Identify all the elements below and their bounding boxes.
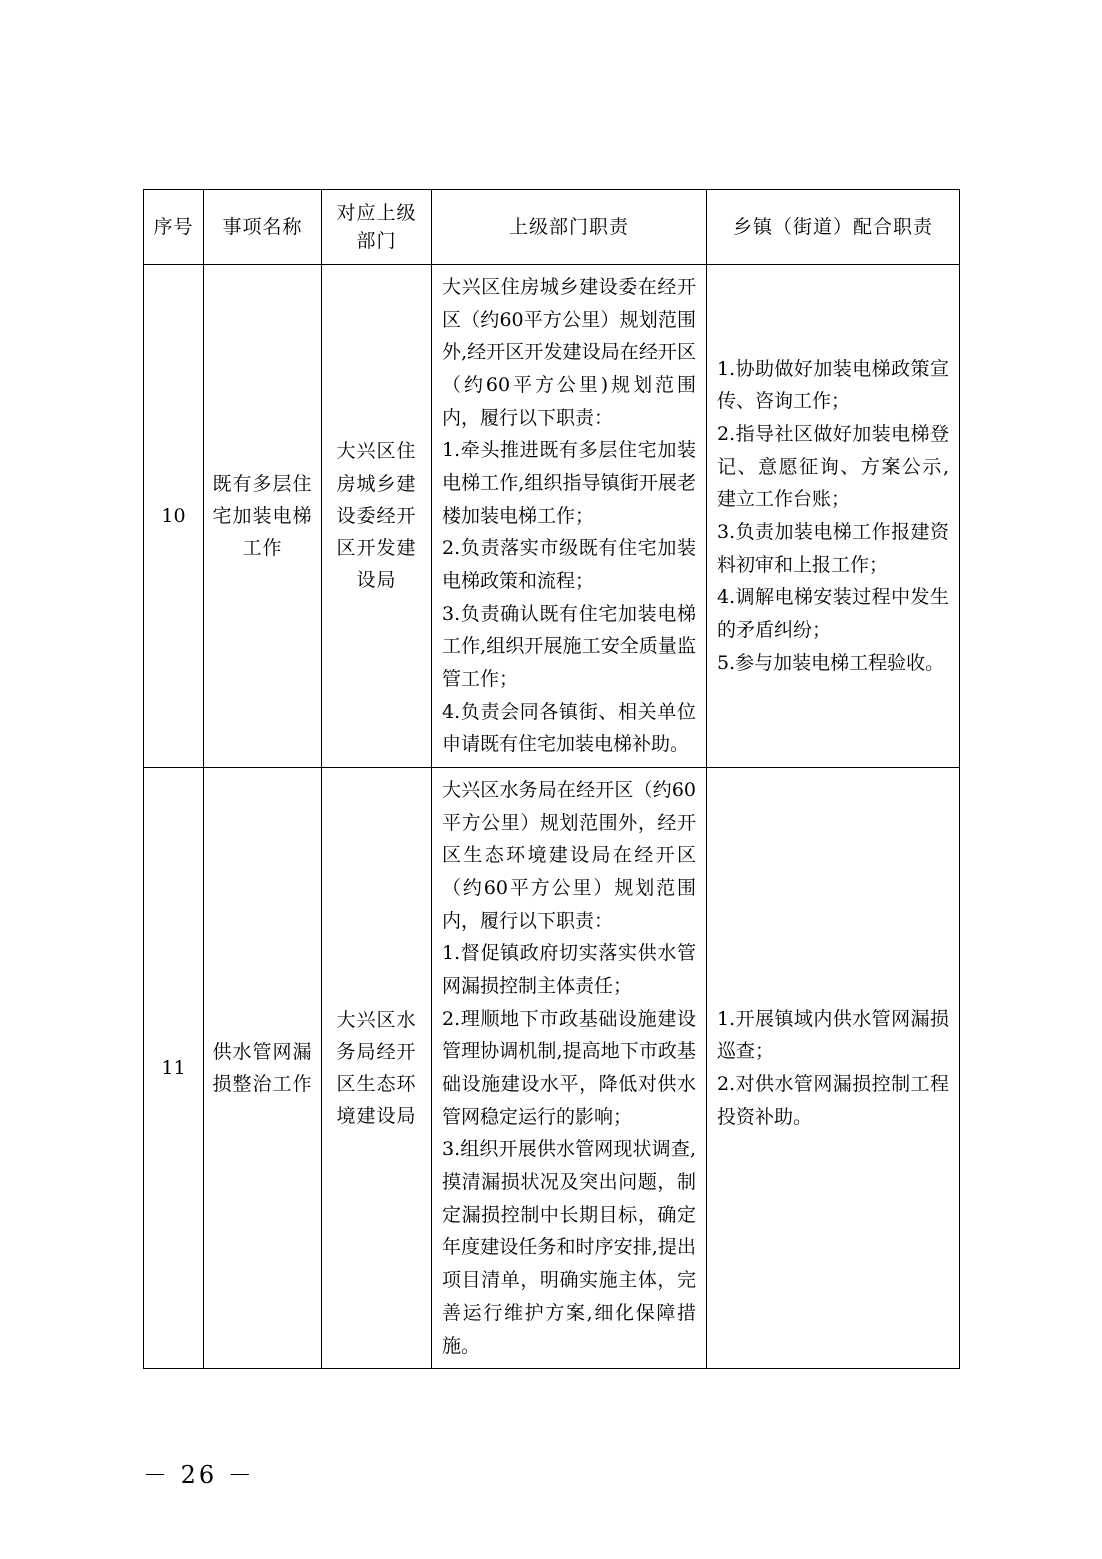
- coop-paragraph: 1.开展镇域内供水管网漏损巡查；: [717, 1007, 949, 1063]
- table-row: [144, 768, 960, 1369]
- coop-paragraph: 2.指导社区做好加装电梯登记、意愿征询、方案公示,建立工作台账；: [717, 423, 949, 511]
- coop-paragraph: 4.调解电梯安装过程中发生的矛盾纠纷；: [717, 586, 949, 642]
- row-township-coop-duty: [707, 265, 960, 768]
- duty-paragraph: 2.负责落实市级既有住宅加装电梯政策和流程；: [442, 537, 696, 593]
- table-row: [144, 265, 960, 768]
- page-number: － 26 －: [143, 1461, 255, 1489]
- header-seq: 序号: [144, 190, 204, 265]
- duty-paragraph: 大兴区水务局在经开区（约60平方公里）规划范围外，经开区生态环境建设局在经开区（约60平方公里）规划范围内，履行以下职责：: [442, 779, 696, 932]
- row-upper-dept-duty: [432, 768, 707, 1369]
- row-item-name: 供水管网漏损整治工作: [204, 768, 322, 1369]
- row-seq: 10: [144, 265, 204, 768]
- row-upper-dept: 大兴区水务局经开区生态环境建设局: [322, 768, 432, 1369]
- responsibility-table: [143, 189, 960, 1369]
- duty-paragraph: 1.督促镇政府切实落实供水管网漏损控制主体责任；: [442, 942, 696, 998]
- row-upper-dept: 大兴区住房城乡建设委经开区开发建设局: [322, 265, 432, 768]
- header-upper-dept: 对应上级部门: [322, 190, 432, 265]
- duty-paragraph: 4.负责会同各镇街、相关单位申请既有住宅加装电梯补助。: [442, 700, 696, 756]
- duty-paragraph: 大兴区住房城乡建设委在经开区（约60平方公里）规划范围外,经开区开发建设局在经开区（约60平方公里)规划范围内，履行以下职责：: [442, 276, 696, 429]
- row-upper-dept-duty: [432, 265, 707, 768]
- table-header-row: [144, 190, 960, 265]
- header-item-name: 事项名称: [204, 190, 322, 265]
- header-upper-dept-duty: 上级部门职责: [432, 190, 707, 265]
- duty-paragraph: 1.牵头推进既有多层住宅加装电梯工作,组织指导镇街开展老楼加装电梯工作；: [442, 439, 696, 527]
- duty-paragraph: 2.理顺地下市政基础设施建设管理协调机制,提高地下市政基础设施建设水平，降低对供水管网稳定运行的影响；: [442, 1007, 696, 1128]
- coop-paragraph: 1.协助做好加装电梯政策宣传、咨询工作；: [717, 357, 949, 413]
- row-item-name: 既有多层住宅加装电梯工作: [204, 265, 322, 768]
- coop-paragraph: 5.参与加装电梯工程验收。: [717, 651, 945, 674]
- header-township-coop-duty: 乡镇（街道）配合职责: [707, 190, 960, 265]
- table-body: [144, 265, 960, 1369]
- table-header: [144, 190, 960, 265]
- row-township-coop-duty: [707, 768, 960, 1369]
- row-seq: 11: [144, 768, 204, 1369]
- coop-paragraph: 3.负责加装电梯工作报建资料初审和上报工作；: [717, 521, 949, 576]
- duty-paragraph: 3.负责确认既有住宅加装电梯工作,组织开展施工安全质量监管工作；: [442, 602, 696, 691]
- coop-paragraph: 2.对供水管网漏损控制工程投资补助。: [717, 1073, 949, 1128]
- duty-paragraph: 3.组织开展供水管网现状调查,摸清漏损状况及突出问题，制定漏损控制中长期目标，确定年度建设任务和时序安排,提出项目清单，明确实施主体，完善运行维护方案,细化保障措施。: [442, 1138, 696, 1357]
